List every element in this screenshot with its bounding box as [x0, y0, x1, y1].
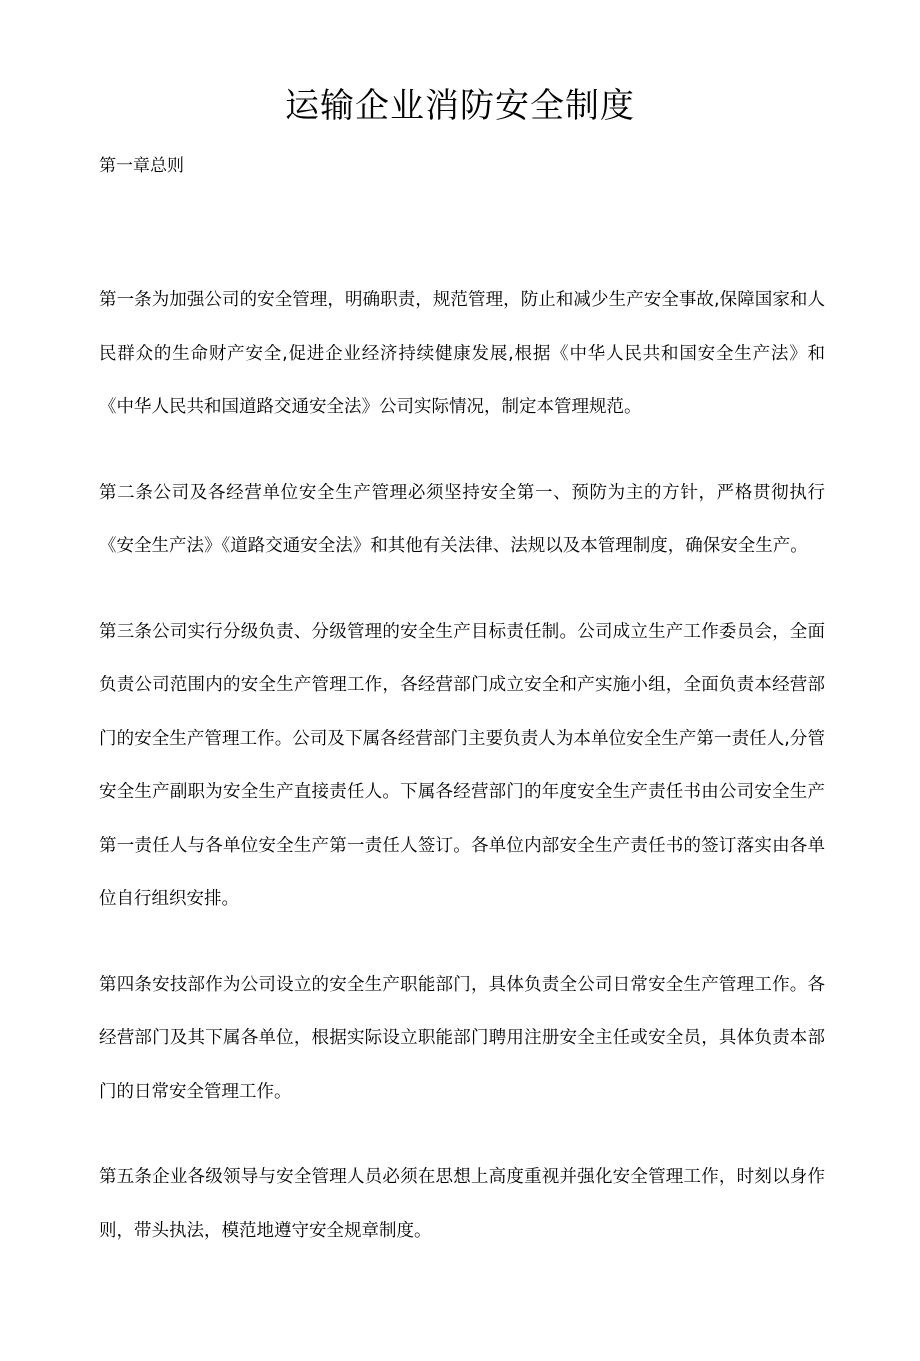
chapter-heading: 第一章总则	[99, 156, 184, 176]
article-2: 第二条公司及各经营单位安全生产管理必须坚持安全第一、预防为主的方针，严格贯彻执行《安全生产法》《道路交通安全法》和其他有关法律、法规以及本管理制度，确保安全生产。	[99, 482, 825, 556]
article-5: 第五条企业各级领导与安全管理人员必须在思想上高度重视并强化安全管理工作，时刻以身作则，带头执法，模范地遵守安全规章制度。	[99, 1167, 825, 1241]
document-body	[99, 274, 825, 1290]
article-4: 第四条安技部作为公司设立的安全生产职能部门，具体负责全公司日常安全生产管理工作。各经营部门及其下属各单位，根据实际设立职能部门聘用注册安全主任或安全员，具体负责本部门的日常安全管理工作。	[99, 974, 825, 1102]
document-title: 运输企业消防安全制度	[285, 86, 635, 126]
article-3: 第三条公司实行分级负责、分级管理的安全生产目标责任制。公司成立生产工作委员会，全面负责公司范围内的安全生产管理工作，各经营部门成立安全和产实施小组，全面负责本经营部门的安全生产管理工作。公司及下属各经营部门主要负责人为本单位安全生产第一责任人,分管安全生产副职为安全生产直接责任人。下属各经营部门的年度安全生产责任书由公司安全生产第一责任人与各单位安全生产第一责任人签订。各单位内部安全生产责任书的签订落实由各单位自行组织安排。	[99, 621, 825, 909]
article-1: 第一条为加强公司的安全管理，明确职责，规范管理，防止和减少生产安全事故,保障国家和人民群众的生命财产安全,促进企业经济持续健康发展,根据《中华人民共和国安全生产法》和《中华人民共和国道路交通安全法》公司实际情况，制定本管理规范。	[99, 290, 825, 417]
